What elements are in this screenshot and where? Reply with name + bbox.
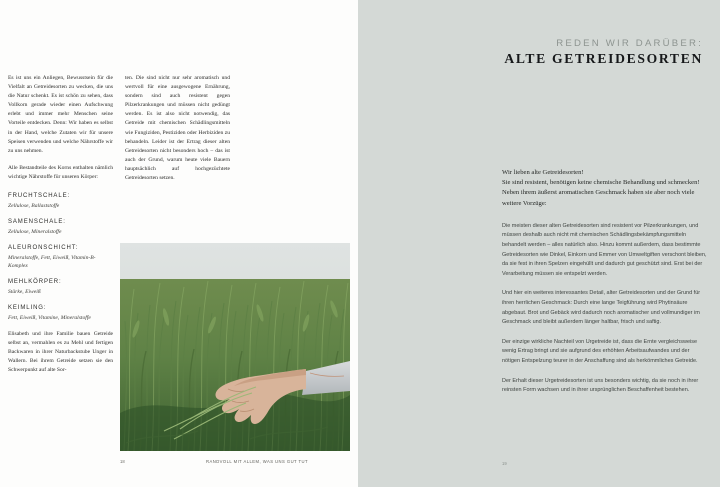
nutrient-term: MEHLKÖRPER: (8, 279, 62, 286)
left-col1-closing-paragraph: Elisabeth und ihre Familie bauen Getreide selbst an, vermahlen es zu Mehl und fertigen Backwaren in ihrer Naturbackstube Unger in Wallern. Bei ihrem Getreide setzen sie den Schwerpunkt auf alte Sor- (8, 330, 113, 374)
lead-line-2: Sie sind resistent, benötigen keine chemische Behandlung und schmecken! Neben ihrem äußerst aromatischen Geschmack haben sie aber noch viele weitere Vorzüge: (502, 179, 700, 207)
left-col2-paragraph-1: ten. Die sind nicht nur sehr aromatisch und wertvoll für eine ausgewogene Ernährung, sondern sind auch resistent gegen Pilzerkrankungen und müssen nicht gedüngt werden. Es ist also nicht notwendig, das Getreide mit chemischen Schädlingsmitteln wie Fungiziden, Pestiziden oder Herbiziden zu behandeln. Leider ist der Ertrag dieser alten Getreidesorten nicht besonders hoch – das ist auch der Grund, warum heute viele Bauern hauptsächlich auf hochgezüchtete Getreidesorten setzen. (125, 75, 230, 182)
nutrient-item-keimling (8, 304, 113, 322)
nutrient-term: ALEURONSCHICHT: (8, 244, 79, 251)
left-col1-paragraph-1: Es ist uns ein Anliegen, Bewusstsein für die Vielfalt an Getreidesorten zu wecken, die uns die Natur schenkt. Es ist schön zu sehen, dass Vollkorn gerade wieder einen Aufschwung erlebt und immer mehr Menschen seine Vorteile entdecken. Denn: Wir haben es selbst in der Hand, welche Zutaten wir für unsere Speisen verwenden und welche Nährstoffe wir zu uns nehmen. (8, 75, 113, 154)
nutrient-desc: Stärke, Eiweiß (8, 289, 41, 296)
grain-field-illustration (120, 243, 350, 451)
right-paragraph-4: Der Erhalt dieser Urgetreidesorten ist uns besonders wichtig, da sie noch in ihrer reinsten Form wachsen und in ihrer ursprünglichen Beschaffenheit bestehen. (502, 377, 699, 394)
nutrient-desc: Zellulose, Mineralstoffe (8, 228, 62, 235)
header-kicker: REDEN WIR DARÜBER: (556, 38, 703, 49)
right-page-header (504, 38, 703, 66)
nutrient-desc: Fett, Eiweiß, Vitamine, Mineralstoffe (8, 315, 91, 322)
left-column-one (8, 74, 113, 383)
left-page (0, 0, 358, 487)
grain-field-photo (120, 243, 350, 451)
left-page-caption-row (120, 459, 350, 464)
nutrient-item-samenschale (8, 218, 113, 236)
right-page (358, 0, 720, 487)
right-paragraph-1: Die meisten dieser alten Getreidesorten sind resistent vor Pilzerkrankungen, und müssen deshalb auch nicht mit chemischen Schädlingsbekämpfungsmitteln behandelt werden – alles natürlich also. Hinzu kommt außerdem, dass bestimmte Getreidesorten wie Dinkel, Einkorn und Emmer von Umweltgiften verschont bleiben, da sie fest in ihren Spelzen eingehüllt und dadurch gut geschützt sind. Erst bei der Verarbeitung müssen sie entspelzt werden. (502, 222, 707, 277)
page-title: ALTE GETREIDESORTEN (504, 51, 703, 66)
nutrient-item-fruchtschale (8, 192, 113, 210)
left-col1-paragraph-2: Alle Bestandteile des Korns enthalten nämlich wichtige Nährstoffe für unseren Körper: (8, 164, 113, 180)
right-page-paragraphs (502, 222, 708, 396)
nutrient-desc: Zellulose, Ballaststoffe (8, 203, 60, 210)
right-paragraph-3: Der einzige wirkliche Nachteil von Urgetreide ist, dass die Ernte vergleichsweise wenig Ertrag bringt und sie aufgrund des erhöhten Arbeitsaufwandes und der nötigen Entspelzung teurer in der Anschaffung sind als herkömmliches Getreide. (502, 338, 698, 364)
nutrient-item-aleuronschicht (8, 244, 113, 271)
nutrient-term: KEIMLING: (8, 305, 47, 312)
nutrient-layer-list (8, 192, 113, 322)
lead-line-1: Wir lieben alte Getreidesorten! (502, 169, 584, 176)
left-page-folio: 18 (120, 459, 125, 464)
right-paragraph-2: Und hier ein weiteres interessantes Detail, alter Getreidesorten und der Grund für ihren herrlichen Geschmack: Durch eine lange Teigführung wird Phytinsäure abgebaut. Brot und Gebäck wird dadurch noch aromatischer und vollmundiger im Geschmack und bleibt außerdem länger haltbar, frisch und saftig. (502, 290, 701, 326)
nutrient-term: FRUCHTSCHALE: (8, 193, 71, 200)
nutrient-item-mehlkoerper (8, 278, 113, 296)
nutrient-term: SAMENSCHALE: (8, 218, 66, 225)
nutrient-desc: Mineralstoffe, Fett, Eiweiß, Vitamin-B-Komplex (8, 254, 96, 270)
photo-caption: RANDVOLL MIT ALLEM, WAS UNS GUT TUT (206, 459, 308, 464)
lead-block (502, 168, 708, 209)
right-page-folio: 19 (502, 461, 507, 466)
right-page-body (502, 168, 708, 406)
